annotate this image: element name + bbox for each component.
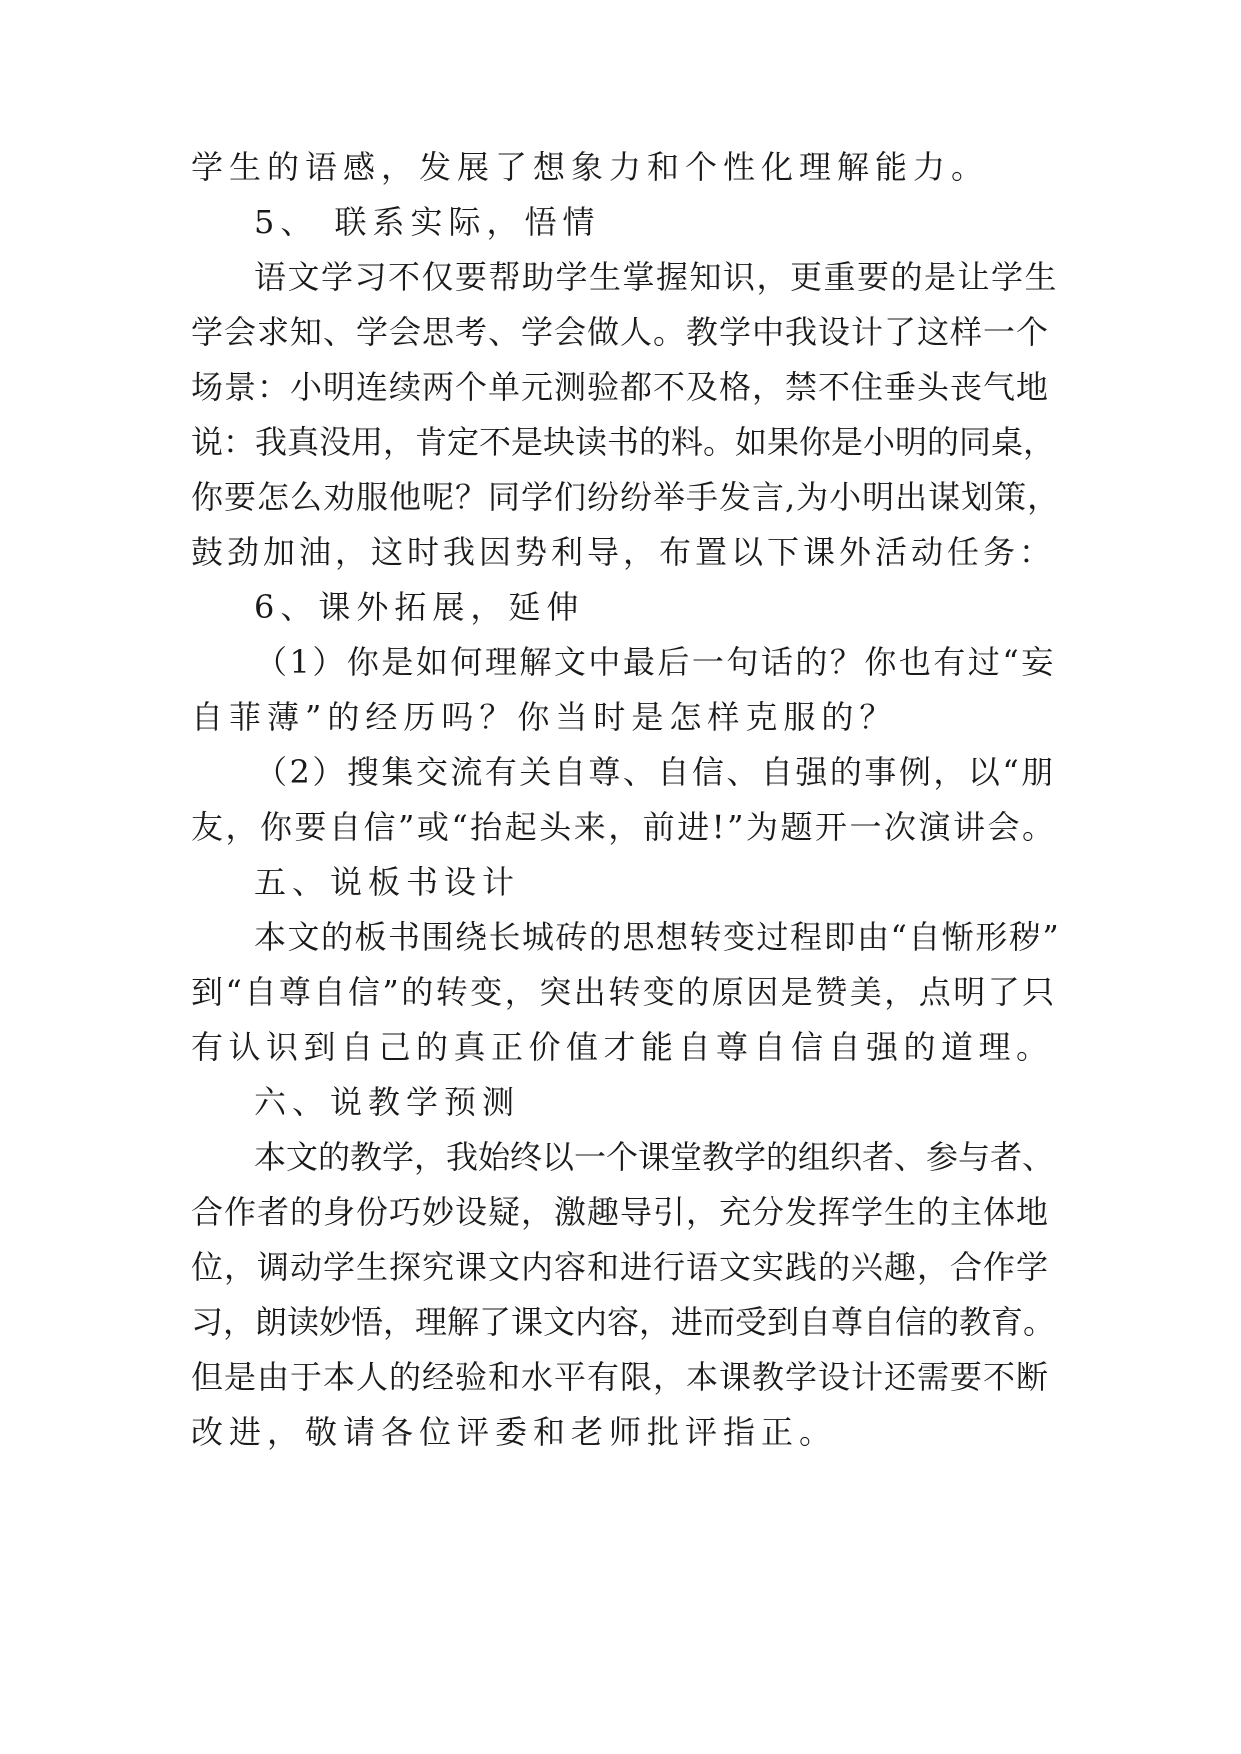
section-heading: 6、课外拓展，延伸 (254, 588, 585, 626)
paragraph-line: 说：我真没用，肯定不是块读书的料。如果你是小明的同桌， (191, 423, 1056, 461)
paragraph-line: 鼓劲加油，这时我因势利导，布置以下课外活动任务： (191, 533, 1056, 571)
paragraph-line: 有认识到自己的真正价值才能自尊自信自强的道理。 (191, 1028, 1054, 1066)
section-heading: 六、说教学预测 (254, 1083, 521, 1121)
section-heading: 5、 联系实际，悟情 (254, 203, 601, 241)
paragraph-line: 习，朗读妙悟，理解了课文内容，进而受到自尊自信的教育。 (191, 1303, 1056, 1341)
paragraph-line: 到“自尊自信”的转变，突出转变的原因是赞美，点明了只 (191, 973, 1057, 1011)
paragraph-line: 合作者的身份巧妙设疑，激趣导引，充分发挥学生的主体地 (191, 1193, 1050, 1231)
paragraph-line: 学生的语感，发展了想象力和个性化理解能力。 (191, 148, 990, 186)
paragraph-line: 学会求知、学会思考、学会做人。教学中我设计了这样一个 (191, 313, 1050, 351)
paragraph-line: 改进，敬请各位评委和老师批评指正。 (191, 1413, 838, 1451)
paragraph-line: 本文的教学，我始终以一个课堂教学的组织者、参与者、 (254, 1138, 1055, 1176)
list-item: （2）搜集交流有关自尊、自信、自强的事例，以“朋 (255, 753, 1056, 791)
paragraph-line: 位，调动学生探究课文内容和进行语文实践的兴趣，合作学 (191, 1248, 1050, 1286)
paragraph-line: 语文学习不仅要帮助学生掌握知识，更重要的是让学生 (254, 258, 1059, 296)
paragraph-line: 友，你要自信”或“抬起头来，前进!”为题开一次演讲会。 (191, 808, 1057, 846)
list-item: （1）你是如何理解文中最后一句话的？你也有过“妄 (255, 643, 1056, 681)
paragraph-line: 自菲薄”的经历吗？你当时是怎样克服的？ (191, 698, 898, 736)
paragraph-line: 本文的板书围绕长城砖的思想转变过程即由“自惭形秽” (254, 918, 1061, 956)
section-heading: 五、说板书设计 (254, 863, 521, 901)
paragraph-line: 场景：小明连续两个单元测验都不及格，禁不住垂头丧气地 (191, 368, 1050, 406)
paragraph-line: 你要怎么劝服他呢？同学们纷纷举手发言,为小明出谋划策， (191, 478, 1061, 516)
paragraph-line: 但是由于本人的经验和水平有限，本课教学设计还需要不断 (191, 1358, 1050, 1396)
